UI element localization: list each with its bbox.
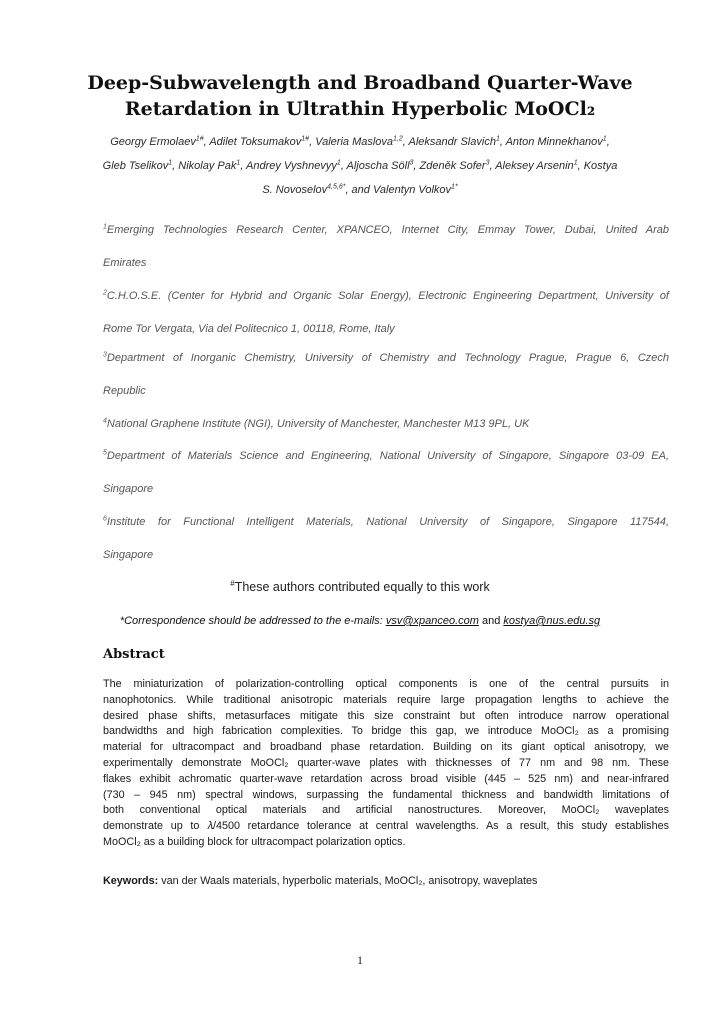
author-name: Gleb Tselikov [102, 160, 169, 172]
equal-contribution-note [60, 580, 660, 594]
abstract-line: The miniaturization of polarization-controlling optical components is one of the central pursuits in [103, 678, 669, 690]
abstract-line: experimentally demonstrate MoOCl₂ quarter-wave plates with thicknesses of 77 nm and 98 nm. These [103, 757, 669, 769]
abstract-line: material for ultracompact and broadband phase retardation. Building on its giant optical anisotropy, we [103, 741, 669, 754]
title-line-2: Retardation in Ultrathin Hyperbolic MoOCl₂ [124, 98, 596, 120]
correspondence-lead: *Correspondence should be addressed to the e-mails: [119, 615, 386, 627]
author-separator: , and [345, 184, 373, 196]
author-affiliation-mark: 1* [451, 183, 458, 191]
author-name: Georgy Ermolaev [110, 136, 196, 148]
abstract-line: bandwidths and high fabrication complexities. To bridge this gap, we introduce MoOCl₂ as a promising [103, 725, 669, 738]
author-separator: , [240, 160, 246, 172]
title-line-1: Deep-Subwavelength and Broadband Quarter-Wave [87, 72, 633, 94]
author-separator: , [309, 136, 316, 148]
author-affiliation-mark: 1 [602, 135, 607, 143]
keywords-text: van der Waals materials, hyperbolic materials, MoOCl₂, anisotropy, waveplates [158, 875, 538, 887]
author-affiliation-mark: 1 [236, 159, 241, 167]
affiliation-text-continued: Emirates [103, 257, 147, 269]
abstract-heading: Abstract [103, 647, 165, 662]
affiliation-number: 3 [103, 351, 107, 359]
author-name: Aljoscha Söll [346, 160, 410, 172]
author-name: Andrey Vyshnevyy [246, 160, 337, 172]
author-name: Zdeněk Sofer [419, 160, 486, 172]
author-name: Adilet Toksumakov [209, 136, 302, 148]
author-list [100, 130, 620, 202]
author-affiliation-mark: 3 [485, 159, 490, 167]
affiliation-text: Department of Materials Science and Engineering, National University of Singapore, Singapore 03-09 EA, [106, 450, 669, 462]
author-affiliation-mark: 1 [336, 159, 341, 167]
author-name: Valeria Maslova [315, 136, 394, 148]
affiliation-5 [103, 450, 669, 462]
author-name: Kostya S. Novoselov [262, 160, 618, 196]
affiliation-1 [103, 224, 669, 236]
affiliation-text: National Graphene Institute (NGI), University of Manchester, Manchester M13 9PL, UK [106, 418, 530, 430]
author-name: Nikolay Pak [178, 160, 237, 172]
author-separator: , [606, 136, 610, 148]
abstract-line: (730 – 945 nm) spectral windows, surpassing the fundamental thickness and bandwidth limitations of [103, 788, 669, 801]
author-separator: , [489, 160, 496, 172]
author-name: Aleksey Arsenin [495, 160, 574, 172]
affiliation-text-continued: Singapore [103, 483, 154, 495]
author-separator: , [172, 160, 179, 172]
author-separator: , [203, 136, 210, 148]
keywords-label: Keywords: [103, 875, 159, 887]
abstract-line: flakes exhibit achromatic quarter-wave retardation across broad visible (445 – 525 nm) and near-infrared [103, 772, 669, 785]
affiliation-text: Department of Inorganic Chemistry, University of Chemistry and Technology Prague, Prague 6, Czech [106, 352, 669, 364]
affiliation-text-continued: Singapore [103, 549, 154, 561]
affiliation-number: 4 [103, 417, 107, 425]
author-name: Anton Minnekhanov [505, 136, 603, 148]
author-affiliation-mark: 1 [573, 159, 578, 167]
abstract-line: nanophotonics. While traditional anisotropic materials require large propagation lengths to achieve the [103, 693, 669, 706]
author-separator: , [577, 160, 584, 172]
author-separator: , [499, 136, 506, 148]
affiliation-4 [103, 418, 669, 430]
abstract-line: both conventional optical materials and artificial nanostructures. Moreover, MoOCl₂ waveplates [103, 804, 669, 817]
email-link-1[interactable]: vsv@xpanceo.com [385, 615, 479, 627]
author-name: Valentyn Volkov [372, 184, 452, 196]
page-number: 1 [357, 953, 363, 967]
author-affiliation-mark: 4,5,6* [327, 183, 346, 191]
affiliation-number: 1 [103, 223, 107, 231]
affiliation-text: Institute for Functional Intelligent Materials, National University of Singapore, Singapore 117544, [106, 516, 669, 528]
equal-text: These authors contributed equally to this work [234, 580, 490, 594]
author-separator: , [402, 136, 409, 148]
affiliation-2 [103, 290, 669, 302]
affiliation-3 [103, 352, 669, 364]
abstract-line: desired phase shifts, metasurfaces mitigate this size constraint but often introduce narrow operational [103, 709, 669, 722]
author-affiliation-mark: 1 [495, 135, 500, 143]
author-affiliation-mark: 3 [409, 159, 414, 167]
author-affiliation-mark: 1 [168, 159, 173, 167]
affiliation-text-continued: Rome Tor Vergata, Via del Politecnico 1, 00118, Rome, Italy [103, 323, 395, 335]
correspondence-note [60, 615, 660, 627]
affiliation-6 [103, 516, 669, 528]
affiliation-text: C.H.O.S.E. (Center for Hybrid and Organic Solar Energy), Electronic Engineering Department, University of [106, 290, 669, 302]
affiliation-number: 5 [103, 449, 107, 457]
abstract-line: MoOCl₂ as a building block for ultracompact polarization optics. [103, 836, 406, 848]
paper-title [60, 70, 660, 122]
affiliation-number: 2 [103, 289, 107, 297]
author-name: Aleksandr Slavich [408, 136, 496, 148]
author-separator: , [413, 160, 420, 172]
email-link-2[interactable]: kostya@nus.edu.sg [503, 615, 601, 627]
author-separator: , [340, 160, 347, 172]
keywords-line [103, 875, 669, 887]
equal-mark: # [230, 578, 235, 588]
author-affiliation-mark: 1# [195, 135, 204, 143]
author-affiliation-mark: 1# [301, 135, 310, 143]
affiliation-text: Emerging Technologies Research Center, XPANCEO, Internet City, Emmay Tower, Dubai, United Arab [106, 224, 669, 236]
correspondence-and: and [478, 615, 504, 627]
affiliation-number: 6 [103, 515, 107, 523]
author-affiliation-mark: 1,2 [393, 135, 403, 143]
affiliation-text-continued: Republic [103, 385, 146, 397]
abstract-line: demonstrate up to 𝜆/4500 retardance tolerance at central wavelengths. As a result, this study establishes [103, 820, 669, 833]
